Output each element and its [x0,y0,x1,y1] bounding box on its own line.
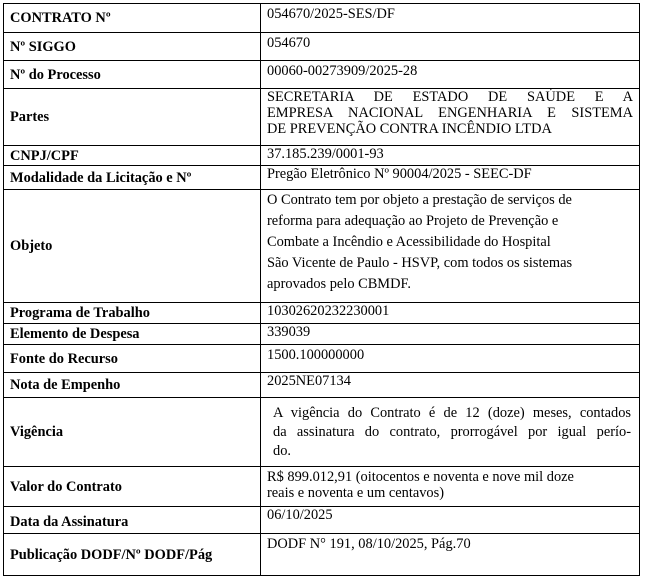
row-value: 10302620232230001 [261,303,640,324]
value-line: DE PREVENÇÃO CONTRA INCÊNDIO LTDA [267,121,552,137]
row-label: Nº SIGGO [4,33,261,61]
row-label: CONTRATO Nº [4,4,261,33]
row-label: Publicação DODF/Nº DODF/Pág [4,534,261,576]
row-label: Nota de Empenho [4,373,261,398]
row-label: Partes [4,89,261,146]
value-line: reforma para adequação ao Projeto de Prevenção e [267,213,559,229]
table-row [4,89,640,146]
row-label: Elemento de Despesa [4,324,261,345]
row-value: 339039 [261,324,640,345]
row-label: Modalidade da Licitação e Nº [4,166,261,190]
table-row [4,373,640,398]
value-line: do. [273,442,291,459]
row-value [261,467,640,507]
row-value: 1500.100000000 [261,345,640,373]
value-line: SECRETARIA DE ESTADO DE SAÚDE E A [267,89,633,105]
row-value: Pregão Eletrônico Nº 90004/2025 - SEEC-DF [261,166,640,190]
table-row [4,190,640,303]
row-label: Programa de Trabalho [4,303,261,324]
value-line: reais e noventa e um centavos) [267,485,445,501]
value-line: da assinatura do contrato, prorrogável por igual perío- [273,423,631,440]
row-value: 054670/2025-SES/DF [261,4,640,33]
table-row [4,33,640,61]
table-row [4,61,640,89]
row-value: 054670 [261,33,640,61]
row-value: DODF N° 191, 08/10/2025, Pág.70 [261,534,640,576]
value-line: EMPRESA NACIONAL ENGENHARIA E SISTEMA [267,105,633,121]
row-value [261,89,640,146]
table-row [4,467,640,507]
row-label: Valor do Contrato [4,467,261,507]
value-line: R$ 899.012,91 (oitocentos e noventa e nove mil doze [267,469,574,485]
row-value [261,398,640,467]
row-value: 06/10/2025 [261,507,640,534]
table-row [4,146,640,166]
row-value: 37.185.239/0001-93 [261,146,640,166]
row-label: Vigência [4,398,261,467]
row-label: CNPJ/CPF [4,146,261,166]
contract-summary-table [3,3,640,576]
value-line: Combate a Incêndio e Acessibilidade do Hospital [267,234,551,250]
value-line: O Contrato tem por objeto a prestação de serviços de [267,192,572,208]
row-label: Data da Assinatura [4,507,261,534]
table-row [4,324,640,345]
row-label: Fonte do Recurso [4,345,261,373]
row-label: Objeto [4,190,261,303]
table-row [4,345,640,373]
row-value: 00060-00273909/2025-28 [261,61,640,89]
value-line: A vigência do Contrato é de 12 (doze) meses, contados [273,404,631,421]
value-line: aprovados pelo CBMDF. [267,276,411,292]
table-row [4,166,640,190]
row-label: Nº do Processo [4,61,261,89]
table-row [4,303,640,324]
row-value: 2025NE07134 [261,373,640,398]
table-row [4,4,640,33]
table-row [4,398,640,467]
table-row [4,534,640,576]
value-line: São Vicente de Paulo - HSVP, com todos os sistemas [267,255,573,271]
table-row [4,507,640,534]
row-value [261,190,640,303]
